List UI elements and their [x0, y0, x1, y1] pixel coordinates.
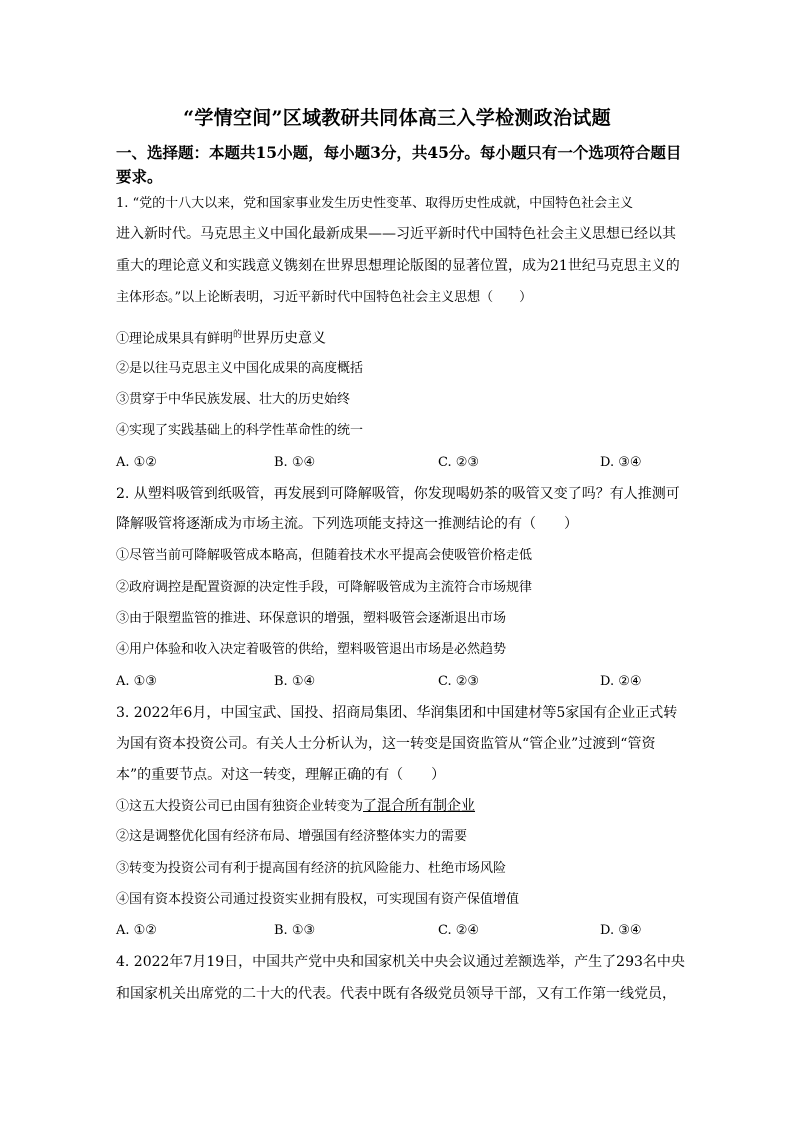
q3-statement-1	[116, 796, 475, 817]
q3-option-a[interactable]: A. ①②	[116, 923, 157, 938]
q3-statement-2: ②这是调整优化国有经济布局、增强国有经济整体实力的需要	[116, 829, 468, 844]
q1-stem-line: 主体形态。”以上论断表明，习近平新时代中国特色社会主义思想（ ）	[116, 290, 533, 305]
q3-stem-line: 本”的重要节点。对这一转变，理解正确的有（ ）	[116, 767, 446, 783]
q1-option-c[interactable]: C. ②③	[438, 455, 480, 470]
q1-stem-line: 进入新时代。马克思主义中国化最新成果——习近平新时代中国特色社会主义思想已经以其	[116, 226, 676, 242]
q3-option-d[interactable]: D. ③④	[600, 923, 642, 938]
section-heading: 一、选择题：本题共15小题，每小题3分，共45分。每小题只有一个选项符合题目要求。	[116, 143, 682, 186]
q2-option-d[interactable]: D. ②④	[600, 674, 642, 689]
q3-option-b[interactable]: B. ①③	[274, 923, 316, 938]
q1-statement-4: ④实现了实践基础上的科学性革命性的统一	[116, 423, 364, 438]
q1-statement-1-part: ①理论成果具有鲜明	[116, 331, 234, 347]
q2-statement-3: ③由于限塑监管的推进、环保意识的增强，塑料吸管会逐渐退出市场	[116, 611, 507, 626]
q1-statement-3: ③贯穿于中华民族发展、壮大的历史始终	[116, 392, 351, 407]
q1-options	[116, 453, 676, 473]
q1-statement-2: ②是以往马克思主义中国化成果的高度概括	[116, 361, 364, 376]
q4-stem-line: 和国家机关出席党的二十大的代表。代表中既有各级党员领导干部，又有工作第一线党员，	[116, 986, 676, 1002]
q3-options	[116, 921, 676, 941]
q2-option-b[interactable]: B. ①④	[274, 674, 316, 689]
q1-statement-1-part: 世界历史意义	[242, 330, 327, 347]
q2-stem-line: 2. 从塑料吸管到纸吸管，再发展到可降解吸管，你发现喝奶茶的吸管又变了吗？有人推测可	[116, 486, 680, 502]
q2-option-a[interactable]: A. ①③	[116, 674, 157, 689]
q3-option-c[interactable]: C. ②④	[438, 923, 480, 938]
q1-statement-1-sup: 的	[233, 330, 243, 340]
q1-stem-line: 1. “党的十八大以来，党和国家事业发生历史性变革、取得历史性成就，中国特色社会主义	[116, 196, 634, 211]
q1-option-a[interactable]: A. ①②	[116, 455, 157, 470]
q2-statement-4: ④用户体验和收入决定着吸管的供给，塑料吸管退出市场是必然趋势	[116, 642, 507, 657]
q3-stem-line: 为国有资本投资公司。有关人士分析认为，这一转变是国资监管从“管企业”过渡到“管资	[116, 736, 656, 752]
q3-statement-3: ③转变为投资公司有利于提高国有经济的抗风险能力、杜绝市场风险	[116, 861, 507, 876]
q3-statement-4: ④国有资本投资公司通过投资实业拥有股权，可实现国有资产保值增值	[116, 892, 520, 907]
q1-stem-line: 重大的理论意义和实践意义镌刻在世界思想理论版图的显著位置，成为21世纪马克思主义的	[116, 258, 680, 274]
q2-stem-line: 降解吸管将逐渐成为市场主流。下列选项能支持这一推测结论的有（ ）	[116, 516, 578, 532]
q1-statement-1	[116, 325, 326, 349]
q2-options	[116, 672, 676, 692]
q1-option-b[interactable]: B. ①④	[274, 455, 316, 470]
q4-stem-line: 4. 2022年7月19日，中国共产党中央和国家机关中央会议通过差额选举，产生了293名中央	[116, 954, 685, 970]
q3-statement-1-part: ①这五大投资公司已由国有独资企业转变为	[116, 799, 364, 814]
q2-statement-1: ①尽管当前可降解吸管成本略高，但随着技术水平提高会使吸管价格走低	[116, 548, 533, 563]
q2-option-c[interactable]: C. ②③	[438, 674, 480, 689]
q3-statement-1-part: 了混合所有制企业	[363, 798, 476, 814]
q1-option-d[interactable]: D. ③④	[600, 455, 642, 470]
q3-stem-line: 3. 2022年6月，中国宝武、国投、招商局集团、华润集团和中国建材等5家国有企业正式转	[116, 705, 678, 721]
page-title: “学情空间”区域教研共同体高三入学检测政治试题	[183, 107, 611, 129]
q2-statement-2: ②政府调控是配置资源的决定性手段，可降解吸管成为主流符合市场规律	[116, 580, 533, 595]
